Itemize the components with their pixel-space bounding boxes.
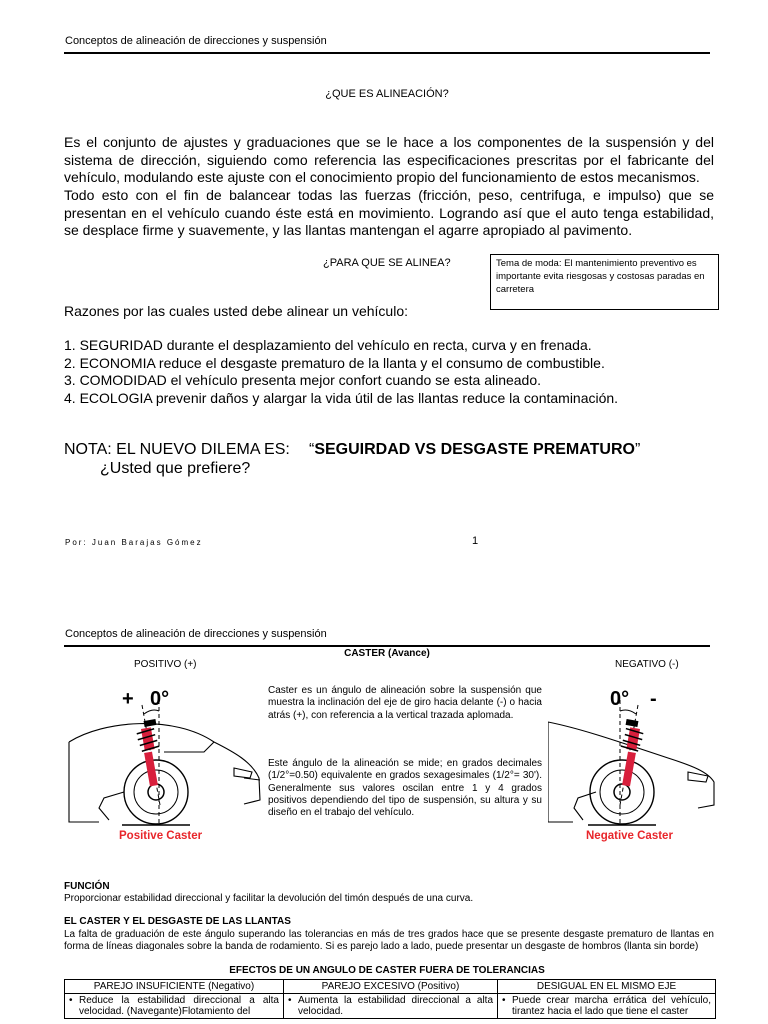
- positive-degree: 0°: [150, 688, 170, 710]
- table-row: [65, 994, 716, 1019]
- reason-item: 1. SEGURIDAD durante el desplazamiento del vehículo en recta, curva y en frenada.: [64, 337, 592, 353]
- positive-label: POSITIVO (+): [134, 659, 197, 670]
- author-line: Por: Juan Barajas Gómez: [65, 538, 203, 547]
- reason-item: 4. ECOLOGIA prevenir daños y alargar la vida útil de las llantas reduce la contaminación.: [64, 389, 619, 406]
- funcion-text: Proporcionar estabilidad direccional y facilitar la devolución del timón después de una curva.: [64, 893, 474, 904]
- header-rule: [64, 52, 710, 54]
- reason-list: [64, 337, 618, 407]
- negative-caster-diagram: [548, 680, 718, 845]
- wheel: [588, 760, 656, 825]
- reason-item: 3. COMODIDAD el vehículo presenta mejor confort cuando se esta alineado.: [64, 372, 542, 388]
- car-body-outline: [69, 724, 260, 822]
- effects-table: [64, 979, 716, 1019]
- page1-title: ¿QUE ES ALINEACIÓN?: [325, 88, 449, 100]
- nota-label: NOTA: EL NUEVO DILEMA ES:: [64, 441, 290, 458]
- angle-arc: [620, 710, 636, 714]
- positive-caster-diagram: [64, 680, 264, 845]
- positive-caster-caption: Positive Caster: [119, 830, 203, 842]
- funcion-title: FUNCIÓN: [64, 881, 110, 892]
- negative-label: NEGATIVO (-): [615, 659, 679, 670]
- page1-header: Conceptos de alineación de direcciones y suspensión: [65, 35, 327, 47]
- table-cell-text: Aumenta la estabilidad direccional a alta velocidad.: [298, 995, 493, 1017]
- effects-title: EFECTOS DE UN ANGULO DE CASTER FUERA DE TOLERANCIAS: [229, 965, 545, 976]
- negative-sign: -: [650, 688, 657, 710]
- page-number: 1: [472, 535, 479, 547]
- angle-arc: [144, 710, 159, 714]
- strut-assembly: [620, 719, 643, 786]
- table-header-cell: DESIGUAL EN EL MISMO EJE: [498, 980, 716, 994]
- page1-subtitle: ¿PARA QUE SE ALINEA?: [323, 257, 451, 269]
- nota-emphasis: SEGUIRDAD VS DESGASTE PREMATURO: [314, 441, 635, 458]
- caster-description-2: Este ángulo de la alineación se mide; en grados decimales (1/2°=0.50) equivalente en grados sexagesimales (1/2°= 30'). Generalmente sus valores oscilan entre 1 y 4 grados positivos dependiendo del tipo de suspensión, su altura y su diseño en el trabajo del vehículo.: [268, 758, 542, 819]
- wear-title: EL CASTER Y EL DESGASTE DE LAS LLANTAS: [64, 916, 291, 927]
- caster-description-1: Caster es un ángulo de alineación sobre la suspensión que muestra la inclinación del eje de giro hacia delante (-) o hacia atrás (+), con referencia a la vertical trazada aplomada.: [268, 685, 542, 721]
- wheel: [122, 760, 190, 825]
- table-cell-text: Reduce la estabilidad direccional a alta velocidad. (Navegante)Flotamiento del: [79, 995, 279, 1017]
- nota-close-quote: ”: [634, 441, 641, 458]
- table-header-cell: PAREJO EXCESIVO (Positivo): [284, 980, 498, 994]
- table-cell-text: Puede crear marcha errática del vehículo, tirantez hacia el lado que tiene el caster: [512, 995, 711, 1017]
- intro-paragraph-2: Todo esto con el fin de balancear todas las fuerzas (fricción, peso, centrifuga, e impulso) que se presentan en el vehículo cuando éste está en movimiento. Logrando así que el auto tenga estabilidad, se desplace firme y suavemente, y las llantas mantengan el agarre apropiado al pavimento.: [64, 187, 714, 238]
- side-note-box: [490, 254, 719, 310]
- nota-question: ¿Usted que prefiere?: [100, 460, 251, 477]
- header-rule: [64, 645, 710, 647]
- side-note-text: Tema de moda: El mantenimiento preventivo es importante evita riesgosas y costosas paradas en carretera: [496, 258, 705, 295]
- negative-degree: 0°: [610, 688, 630, 710]
- table-cell: • Puede crear marcha errática del vehículo, tirantez hacia el lado que tiene el caster: [498, 994, 716, 1019]
- negative-caster-caption: Negative Caster: [586, 830, 673, 842]
- nota-open-quote: “: [309, 441, 315, 458]
- page2-header: Conceptos de alineación de direcciones y suspensión: [65, 628, 327, 640]
- table-header-row: [65, 980, 716, 994]
- reasons-intro: Razones por las cuales usted debe alinear un vehículo:: [64, 303, 408, 319]
- table-header-cell: PAREJO INSUFICIENTE (Negativo): [65, 980, 284, 994]
- table-cell: • Reduce la estabilidad direccional a alta velocidad. (Navegante)Flotamiento del: [65, 994, 284, 1019]
- intro-paragraph-1: Es el conjunto de ajustes y graduaciones que se le hace a los componentes de la suspensión y del sistema de dirección, siguiendo como referencia las especificaciones prescritas por el fabricante del vehículo, modulando este ajuste con el conocimiento propio del funcionamiento de estos mecanismos.: [64, 134, 714, 185]
- reason-item: 2. ECONOMIA reduce el desgaste prematuro de la llanta y el consumo de combustible.: [64, 354, 605, 371]
- table-cell: • Aumenta la estabilidad direccional a alta velocidad.: [284, 994, 498, 1019]
- caster-title: CASTER (Avance): [344, 648, 430, 659]
- wear-text: La falta de graduación de este ángulo superando las tolerancias en más de tres grados hace que se presente desgaste prematuro de llantas en forma de líneas diagonales sobre la banda de rodamiento. Si es parejo lado a lado, puede presentar un desgaste de hombros (llanta sin borde): [64, 929, 714, 953]
- positive-sign: +: [122, 688, 134, 710]
- nota-emphasis-line: [309, 441, 640, 459]
